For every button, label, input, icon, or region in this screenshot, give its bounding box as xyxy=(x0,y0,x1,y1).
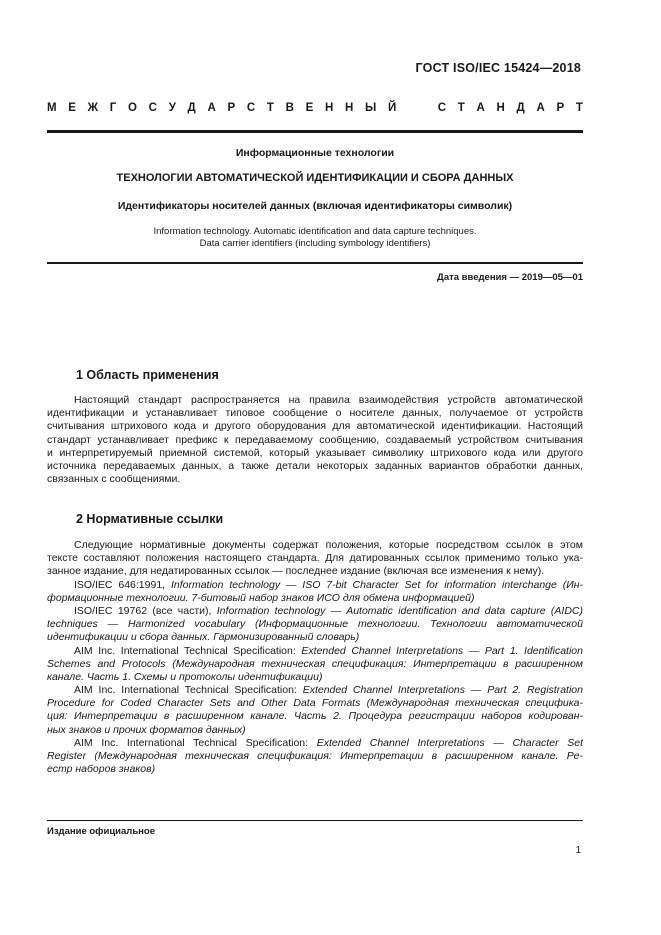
text-line: связанных с сообщениями. xyxy=(47,473,181,486)
banner-letter: У xyxy=(168,102,176,114)
page-number: 1 xyxy=(575,845,581,856)
reference-line: AIM Inc. International Technical Specification: Extended Channel Interpretations — Part 2. Registration xyxy=(74,684,583,697)
reference-line: канале. Часть 1. Схемы и протоколы идентификации) xyxy=(47,670,323,683)
standard-banner xyxy=(47,102,583,116)
text-line: источника передаваемых данных, а также детали некоторых заданных вариантов обработки данных, xyxy=(47,459,583,472)
english-title-line-1: Information technology. Automatic identification and data capture techniques. xyxy=(153,226,477,237)
title-line-3: Идентификаторы носителей данных (включая идентификаторы символик) xyxy=(117,200,513,212)
reference-line: ISO/IEC 646:1991, Information technology — ISO 7-bit Character Set for information interchange (Ин- xyxy=(74,578,583,591)
section-2-heading: 2 Нормативные ссылки xyxy=(76,512,224,526)
reference-line: AIM Inc. International Technical Specification: Extended Channel Interpretations — Part 1. Identification xyxy=(74,644,583,657)
banner-letter: А xyxy=(207,102,216,114)
banner-letter: Р xyxy=(227,102,236,114)
text-line: Настоящий стандарт распространяется на правила взаимодействия устройств автоматической xyxy=(74,394,583,406)
banner-letter: Н xyxy=(324,102,334,114)
banner-letter: Г xyxy=(109,102,117,114)
title-rule xyxy=(47,262,583,264)
text-line: считывания штрихового кода и другого оборудования для автоматической идентификации. Настоящий xyxy=(47,420,583,433)
banner-letter: Ы xyxy=(365,102,377,114)
banner-letter: Й xyxy=(387,102,397,114)
banner-letter: Д xyxy=(516,102,525,114)
title-line-2: ТЕХНОЛОГИИ АВТОМАТИЧЕСКОЙ ИДЕНТИФИКАЦИИ И СБОРА ДАННЫХ xyxy=(116,172,514,184)
footer-rule xyxy=(47,820,583,821)
section-2-body xyxy=(47,539,583,776)
banner-letter: С xyxy=(246,102,256,114)
banner-letter: В xyxy=(285,102,294,114)
banner-letter: Е xyxy=(305,102,314,114)
banner-letter: Н xyxy=(345,102,354,114)
banner-letter: Т xyxy=(266,102,274,114)
reference-line: ных знаков и прочих форматов данных) xyxy=(47,723,246,736)
text-line: тексте составляют положения настоящего стандарта. Для датированных ссылок применимо только ука- xyxy=(47,552,583,565)
reference-line: techniques — Harmonized vocabulary (Информационные технологии. Технологии автоматической xyxy=(47,618,583,631)
text-line: стандарт устанавливает префикс к передаваемому сообщению, создаваемый устройством считывания xyxy=(47,433,583,446)
text-line: идентификации и устанавливает типовое сообщение о носителе данных, получаемое от устройств xyxy=(47,407,583,420)
banner-letter: Р xyxy=(556,102,565,114)
reference-line: естр наборов знаков) xyxy=(47,763,156,776)
text-line: Следующие нормативные документы содержат положения, которые посредством ссылок в этом xyxy=(74,539,583,551)
english-title-line-2: Data carrier identifiers (including symbology identifiers) xyxy=(199,238,431,249)
banner-letter: С xyxy=(437,102,447,114)
banner-letter: Т xyxy=(457,102,465,114)
reference-line: ISO/IEC 19762 (все части), Information technology — Automatic identification and data capture (AIDC) xyxy=(74,604,583,617)
reference-line: AIM Inc. International Technical Specification: Extended Channel Interpretations — Character Set xyxy=(74,736,583,749)
reference-line: формационные технологии. 7-битовый набор знаков ИСО для обмена информацией) xyxy=(47,591,475,604)
reference-line: ция: Интерпретации в расширенном канале. Часть 2. Процедура регистрации наборов кодирован- xyxy=(47,710,583,723)
effective-date: Дата введения — 2019—05—01 xyxy=(437,272,583,283)
banner-letter: С xyxy=(148,102,157,114)
document-code: ГОСТ ISO/IEC 15424—2018 xyxy=(415,61,581,75)
banner-letter: М xyxy=(47,102,57,114)
reference-line: Schemes and Protocols (Международная техническая спецификация: Интерпретации в расширенном xyxy=(47,657,583,670)
banner-letter: Н xyxy=(496,102,505,114)
section-1-heading: 1 Область применения xyxy=(76,368,219,382)
banner-letter: А xyxy=(536,102,545,114)
header-rule xyxy=(47,130,583,133)
section-1-body xyxy=(47,394,583,486)
text-line: и интерпретируемый приемной системой, который указывает символику штрихового кода или другого xyxy=(47,446,583,459)
text-line: занное издание, для недатированных ссылок — последнее издание (включая все изменения к нему). xyxy=(47,565,545,578)
official-edition-label: Издание официальное xyxy=(47,826,155,837)
banner-letter: О xyxy=(128,102,137,114)
reference-line: Register (Международная техническая спецификация: Интерпретации в расширенном канале. Ре- xyxy=(47,750,583,762)
title-line-1: Информационные технологии xyxy=(235,147,395,159)
banner-letter xyxy=(423,102,426,116)
reference-line: идентификации и сбора данных. Гармонизированный словарь) xyxy=(47,631,360,644)
reference-line: Procedure for Coded Character Sets and Other Data Formats (Международная техническая специфика- xyxy=(47,697,583,710)
banner-letter: Е xyxy=(68,102,76,114)
banner-letter: А xyxy=(476,102,485,114)
banner-letter: Ж xyxy=(87,102,99,114)
banner-letter xyxy=(408,102,411,116)
banner-letter: Д xyxy=(187,102,196,114)
banner-letter: Т xyxy=(575,102,583,114)
